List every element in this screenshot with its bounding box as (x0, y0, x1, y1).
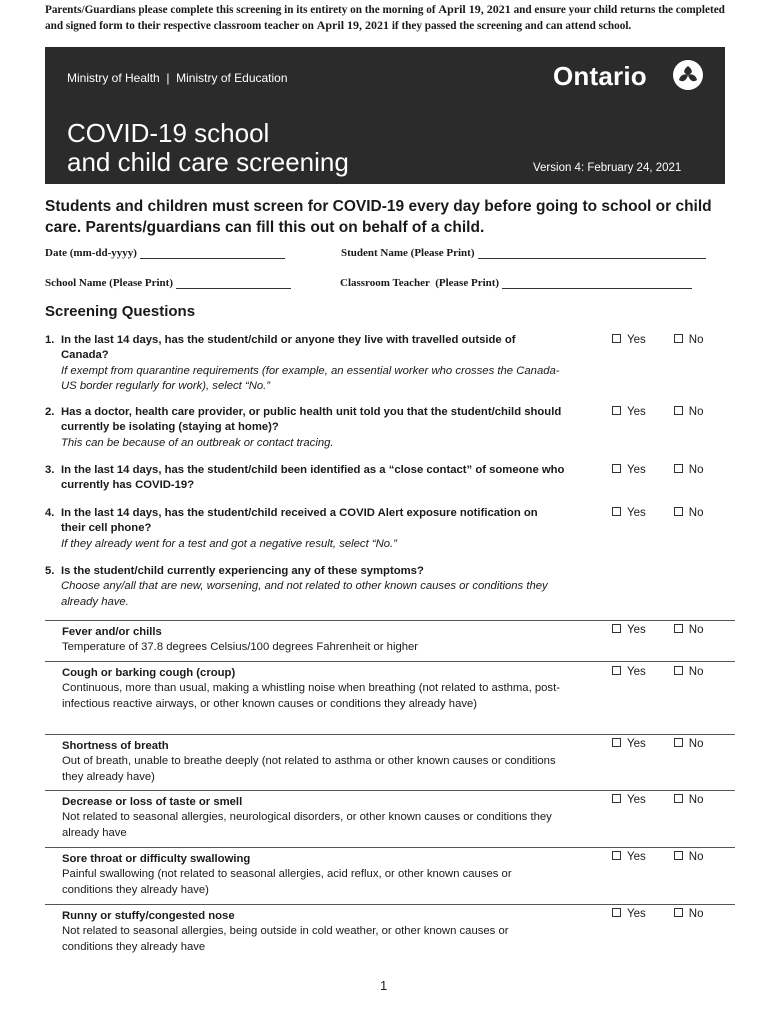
question-5 (45, 564, 565, 610)
question-number: 4. (45, 507, 55, 519)
symptom-description: Painful swallowing (not related to seasonal allergies, acid reflux, or other known causes or conditions they already have) (62, 868, 512, 896)
question-number: 5. (45, 565, 55, 577)
classroom-teacher-label: Classroom Teacher (Please Print) (340, 277, 500, 289)
classroom-teacher-field[interactable] (340, 277, 692, 289)
student-name-input-line[interactable] (478, 248, 706, 259)
symptom-taste-answers (612, 794, 731, 806)
yes-checkbox[interactable]: Yes (612, 464, 646, 476)
question-number: 3. (45, 464, 55, 476)
date-label: Date (mm-dd-yyyy) (45, 247, 137, 259)
checkbox-icon[interactable] (674, 908, 683, 917)
header-banner (45, 47, 725, 184)
yes-checkbox[interactable]: Yes (612, 738, 646, 750)
symptom-breath-answers (612, 738, 731, 750)
symptom-nose-answers (612, 908, 731, 920)
title-line-1: COVID-19 school (67, 118, 270, 148)
checkbox-icon[interactable] (612, 507, 621, 516)
question-note: Choose any/all that are new, worsening, and not related to other known causes or conditions they already have. (61, 580, 548, 608)
checkbox-icon[interactable] (674, 507, 683, 516)
symptom-title: Cough or barking cough (croup) (62, 667, 236, 679)
yes-checkbox[interactable]: Yes (612, 334, 646, 346)
screening-questions-heading: Screening Questions (45, 303, 196, 320)
school-name-field[interactable] (45, 277, 291, 289)
question-3 (45, 463, 565, 494)
page-number: 1 (380, 978, 388, 993)
title-line-2: and child care screening (67, 147, 349, 177)
symptom-title: Decrease or loss of taste or smell (62, 796, 243, 808)
yes-checkbox[interactable]: Yes (612, 851, 646, 863)
question-text: In the last 14 days, has the student/child or anyone they live with travelled outside of Canada? (61, 334, 516, 362)
question-text: In the last 14 days, has the student/child received a COVID Alert exposure notification on their cell phone? (61, 507, 538, 535)
question-note: If exempt from quarantine requirements (for example, an essential worker who crosses the Canada-US border regularly for work), select “No.” (61, 364, 560, 392)
question-number: 1. (45, 334, 55, 346)
checkbox-icon[interactable] (674, 666, 683, 675)
ministry-label: Ministry of Health | Ministry of Education (67, 71, 288, 85)
checkbox-icon[interactable] (612, 666, 621, 675)
question-3-answers (612, 464, 731, 476)
question-text: Is the student/child currently experiencing any of these symptoms? (61, 565, 424, 577)
checkbox-icon[interactable] (674, 464, 683, 473)
no-checkbox[interactable]: No (674, 406, 704, 418)
yes-checkbox[interactable]: Yes (612, 666, 646, 678)
checkbox-icon[interactable] (612, 406, 621, 415)
yes-checkbox[interactable]: Yes (612, 624, 646, 636)
question-4 (45, 506, 565, 552)
checkbox-icon[interactable] (674, 334, 683, 343)
checkbox-icon[interactable] (612, 464, 621, 473)
no-checkbox[interactable]: No (674, 908, 704, 920)
no-checkbox[interactable]: No (674, 666, 704, 678)
ontario-wordmark: Ontario (553, 61, 647, 91)
yes-checkbox[interactable]: Yes (612, 794, 646, 806)
symptom-description: Not related to seasonal allergies, being outside in cold weather, or other known causes or conditions they already have (62, 925, 509, 953)
no-checkbox[interactable]: No (674, 851, 704, 863)
question-1-answers (612, 334, 731, 346)
classroom-teacher-input-line[interactable] (502, 278, 692, 289)
checkbox-icon[interactable] (674, 738, 683, 747)
question-number: 2. (45, 406, 55, 418)
symptom-description: Out of breath, unable to breathe deeply (not related to asthma or other known causes or conditions they already have) (62, 755, 556, 783)
no-checkbox[interactable]: No (674, 794, 704, 806)
question-text: In the last 14 days, has the student/child been identified as a “close contact” of someone who currently has COVID-19? (61, 464, 565, 492)
checkbox-icon[interactable] (674, 624, 683, 633)
yes-checkbox[interactable]: Yes (612, 507, 646, 519)
checkbox-icon[interactable] (612, 908, 621, 917)
checkbox-icon[interactable] (612, 334, 621, 343)
checkbox-icon[interactable] (674, 406, 683, 415)
question-text: Has a doctor, health care provider, or public health unit told you that the student/child should currently be isolating (staying at home)? (61, 406, 562, 434)
student-name-label: Student Name (Please Print) (341, 247, 475, 259)
symptom-cough-answers (612, 666, 731, 678)
checkbox-icon[interactable] (612, 851, 621, 860)
symptom-title: Sore throat or difficulty swallowing (62, 853, 251, 865)
symptom-fever-answers (612, 624, 731, 636)
no-checkbox[interactable]: No (674, 624, 704, 636)
ontario-trillium-logo (673, 60, 703, 90)
form-title (67, 119, 349, 177)
lead-statement: Students and children must screen for COVID-19 every day before going to school or child care. Parents/guardians can fill this out on behalf of a child. (45, 198, 712, 236)
intro-text-2: and ensure your child returns the completed and signed form to their respective classroom teacher on (45, 4, 725, 32)
no-checkbox[interactable]: No (674, 464, 704, 476)
date-field[interactable] (45, 247, 285, 259)
checkbox-icon[interactable] (612, 624, 621, 633)
school-name-label: School Name (Please Print) (45, 277, 173, 289)
question-1 (45, 333, 565, 394)
symptom-title: Shortness of breath (62, 740, 169, 752)
symptom-title: Fever and/or chills (62, 626, 162, 638)
symptom-title: Runny or stuffy/congested nose (62, 910, 235, 922)
question-2-answers (612, 406, 731, 418)
symptom-description: Temperature of 37.8 degrees Celsius/100 degrees Fahrenheit or higher (62, 641, 419, 654)
intro-text-3: if they passed the screening and can attend school. (389, 20, 632, 32)
intro-date-1: April 19, 2021 (438, 2, 511, 16)
no-checkbox[interactable]: No (674, 507, 704, 519)
checkbox-icon[interactable] (674, 851, 683, 860)
checkbox-icon[interactable] (612, 738, 621, 747)
question-note: This can be because of an outbreak or contact tracing. (61, 436, 334, 449)
no-checkbox[interactable]: No (674, 738, 704, 750)
question-note: If they already went for a test and got a negative result, select “No.” (61, 537, 397, 550)
version-label: Version 4: February 24, 2021 (533, 162, 682, 174)
intro-date-2: April 19, 2021 (316, 18, 390, 32)
school-name-input-line[interactable] (176, 278, 291, 289)
symptom-description: Continuous, more than usual, making a whistling noise when breathing (not related to asthma, post-infectious reactive airways, or other known causes or conditions they already have) (62, 682, 560, 710)
date-input-line[interactable] (140, 248, 285, 259)
student-name-field[interactable] (341, 247, 706, 259)
checkbox-icon[interactable] (612, 794, 621, 803)
symptom-description: Not related to seasonal allergies, neurological disorders, or other known causes or conditions they already have (62, 811, 552, 839)
question-2 (45, 405, 565, 451)
no-checkbox[interactable]: No (674, 334, 704, 346)
symptom-throat-answers (612, 851, 731, 863)
yes-checkbox[interactable]: Yes (612, 908, 646, 920)
intro-instructions (45, 2, 735, 34)
intro-text-1: Parents/Guardians please complete this screening in its entirety on the morning of (45, 4, 439, 16)
checkbox-icon[interactable] (674, 794, 683, 803)
yes-checkbox[interactable]: Yes (612, 406, 646, 418)
question-4-answers (612, 507, 731, 519)
